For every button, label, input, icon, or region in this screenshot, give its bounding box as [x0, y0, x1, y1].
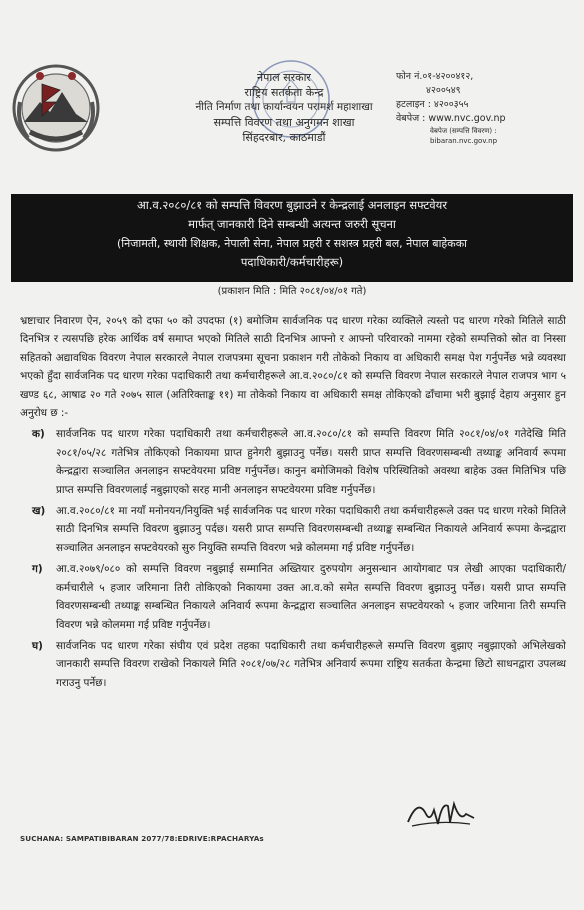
website-sub-link[interactable]: bibaran.nvc.gov.np [430, 137, 498, 145]
banner-line-1: आ.व.२०८०/८१ को सम्पत्ति विवरण बुझाउने र केन्द्रलाई अनलाइन सफ्टवेयर [136, 198, 448, 212]
contact-info [396, 70, 580, 146]
item-label: क) [32, 428, 45, 441]
website-link[interactable]: वेबपेज : www.nvc.gov.np [396, 113, 506, 124]
item-label: ग) [32, 563, 43, 576]
org-line-address: सिंहदरबार, काठमाडौं [242, 131, 326, 144]
website-sub-label: वेबपेज (सम्पत्ति विवरण) : [430, 127, 497, 135]
list-item-ka [20, 425, 566, 499]
org-line-section: सम्पत्ति विवरण तथा अनुगमन शाखा [213, 116, 355, 129]
phone-number-2: ४२००५४९ [426, 85, 461, 96]
item-text: सार्वजनिक पद धारण गरेका पदाधिकारी तथा कर्मचारीहरूले आ.व.२०८०/८१ को सम्पत्ति विवरण मिति २०८१/०४/०१ गतेदेखि मिति २०८१/०५/२८ गतेभित्र तोकिएको निकायमा प्राप्त हुनेगरी बुझाउनु पर्नेछ। यसरी प्राप्त सम्पत्ति विवरणसम्बन्धी तथ्याङ्क अनिवार्य रूपमा केन्द्रद्वारा सञ्चालित अनलाइन सफ्टवेयरमा प्रविष्ट गर्नुपर्नेछ। कानुन बमोजिमको विशेष परिस्थितिको अवस्था बाहेक उक्त मितिभित्र पछि प्राप्त सम्पत्ति विवरणलाई नबुझाएको सरह मानी अनलाइन सफ्टवेयरमा प्रविष्ट गर्नुपर्नेछ। [56, 428, 566, 496]
publication-date: (प्रकाशन मिति : मिति २०८१/०४/०१ गते) [217, 286, 367, 297]
item-text: आ.व.२०७९/०८० को सम्पत्ति विवरण नबुझाई सम्मानित अख्तियार दुरुपयोग अनुसन्धान आयोगबाट पत्र लेखी आएका पदाधिकारी/कर्मचारीले ५ हजार जरिमाना तिरी तोकिएको निकायमा उक्त आ.व.को समेत सम्पत्ति विवरण बुझाउनु पर्नेछ। यसरी प्राप्त सम्पत्ति विवरणसम्बन्धी तथ्याङ्क सम्बन्धित निकायले अनिवार्य रूपमा केन्द्रद्वारा सञ्चालित अनलाइन सफ्टवेयरको ५ हजार जरिमाना तिरी सम्पत्ति विवरण भन्ने कोलममा गई प्रविष्ट गर्नुपर्नेछ। [56, 563, 566, 631]
nepal-emblem-icon [10, 62, 102, 154]
org-line-division: नीति निर्माण तथा कार्यान्वयन परामर्श महाशाखा [195, 101, 373, 113]
banner-line-4: पदाधिकारी/कर्मचारीहरू) [240, 255, 344, 269]
file-reference-code: SUCHANA: SAMPATIBIBARAN 2077/78:EDRIVE:RPACHARYAs [20, 834, 264, 843]
signature-icon [404, 792, 478, 832]
item-text: सार्वजनिक पद धारण गरेका संघीय एवं प्रदेश तहका पदाधिकारी तथा कर्मचारीहरूले सम्पत्ति विवरण बुझाए नबुझाएको अभिलेखको जानकारी सम्पत्ति विवरण राखेको निकायले मिति २०८१/०७/२८ गतेभित्र अनिवार्य रूपमा राष्ट्रिय सतर्कता केन्द्रमा छिटो साधनद्वारा उपलब्ध गराउनु पर्नेछ। [56, 639, 566, 689]
notice-body [20, 312, 566, 692]
list-item-kha [20, 502, 566, 557]
list-item-ga [20, 560, 566, 634]
intro-paragraph: भ्रष्टाचार निवारण ऐन, २०५९ को दफा ५० को उपदफा (१) बमोजिम सार्वजनिक पद धारण गरेका व्यक्तिले त्यस्तो पद धारण गरेको मितिले साठी दिनभित्र र त्यसपछि हरेक आर्थिक वर्ष समाप्त भएको मितिले साठी दिनभित्र आफ्नो र आफ्नो परिवारको नाममा रहेको सम्पत्तिको स्रोत वा निस्सा सहितको अद्यावधिक विवरण नेपाल सरकारले नेपाल राजपत्रमा सूचना प्रकाशन गरी तोकेको निकाय वा अधिकारी समक्ष पेश गर्नुपर्नेछ भन्ने व्यवस्था भएको हुँदा सार्वजनिक पद धारण गरेका पदाधिकारी तथा कर्मचारीहरूले आ.व.२०८०/८१ को सम्पत्ति विवरण नेपाल सरकारले नेपाल राजपत्र भाग ५ खण्ड ६८, आषाढ २० गते २०७५ साल (अतिरिक्ताङ्क ११) मा तोकेको निकाय वा अधिकारी समक्ष तोकिएको ढाँचामा भरी बुझाई देहाय अनुसार हुन अनुरोध छ :- [20, 315, 566, 420]
org-line-center: राष्ट्रिय सतर्कता केन्द्र [244, 86, 324, 99]
item-label: घ) [32, 639, 43, 652]
organization-header [150, 70, 418, 145]
org-line-government: नेपाल सरकार [257, 71, 311, 84]
notice-title-banner [11, 194, 573, 282]
banner-line-2: मार्फत् जानकारी दिने सम्बन्धी अत्यन्त जरुरी सूचना [188, 217, 396, 231]
list-item-gha [20, 637, 566, 692]
hotline-number: हटलाइन : ४२००३५५ [396, 99, 469, 110]
banner-line-3: (निजामती, स्थायी शिक्षक, नेपाली सेना, नेपाल प्रहरी र सशस्त्र प्रहरी बल, नेपाल बाहेकका [116, 237, 468, 250]
item-text: आ.व.२०८०/८१ मा नयाँ मनोनयन/नियुक्ति भई सार्वजनिक पद धारण गरेका पदाधिकारी तथा कर्मचारीहरूले उक्त पद धारण गरेको मितिले साठी दिनभित्र सम्पत्ति विवरण बुझाउनु पर्दछ। यसरी प्राप्त सम्पत्ति विवरणसम्बन्धी तथ्याङ्क सम्बन्धित निकायले अनिवार्य रूपमा केन्द्रद्वारा सञ्चालित अनलाइन सफ्टवेयरको सुरु नियुक्ति सम्पत्ति विवरण भन्ने कोलममा गई प्रविष्ट गर्नुपर्नेछ। [56, 505, 566, 554]
phone-number: फोन नं.०१-४२००४१२, [396, 71, 474, 82]
item-label: ख) [32, 505, 46, 518]
